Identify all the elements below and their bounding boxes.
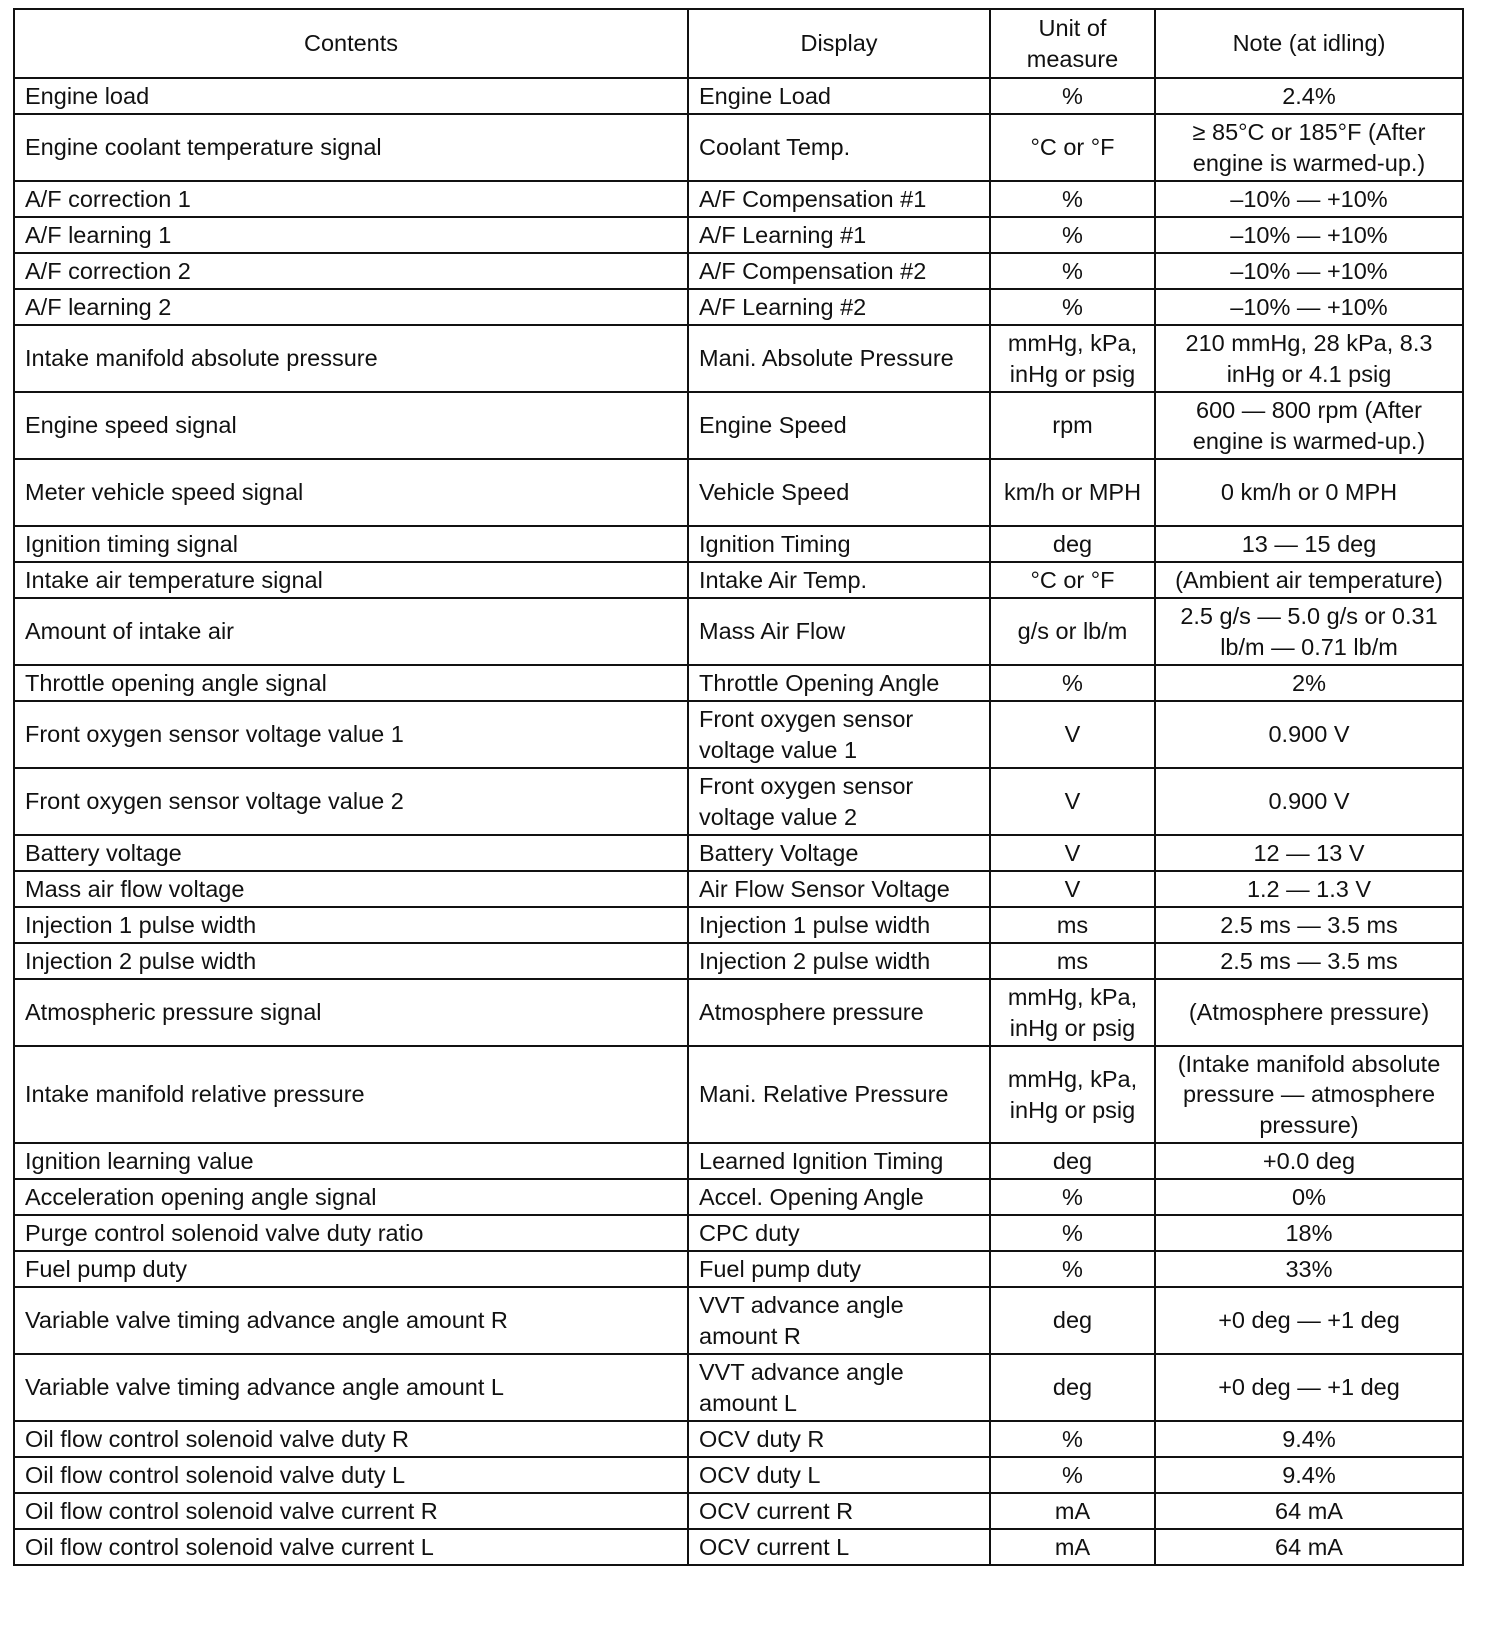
- cell-contents: Engine speed signal: [14, 392, 688, 459]
- header-unit-of-measure: Unit of measure: [990, 9, 1155, 78]
- cell-unit: mA: [990, 1529, 1155, 1565]
- table-row: [14, 289, 1463, 325]
- cell-contents: Intake air temperature signal: [14, 562, 688, 598]
- cell-contents: Oil flow control solenoid valve current R: [14, 1493, 688, 1529]
- cell-display: Learned Ignition Timing: [688, 1143, 990, 1179]
- cell-unit: mA: [990, 1493, 1155, 1529]
- cell-display: A/F Compensation #1: [688, 181, 990, 217]
- cell-contents: Fuel pump duty: [14, 1251, 688, 1287]
- cell-display: Engine Load: [688, 78, 990, 114]
- cell-unit: %: [990, 289, 1155, 325]
- header-contents: Contents: [14, 9, 688, 78]
- cell-unit: V: [990, 768, 1155, 835]
- table-row: [14, 1421, 1463, 1457]
- table-row: [14, 665, 1463, 701]
- table-row: [14, 1457, 1463, 1493]
- table-row: [14, 598, 1463, 665]
- table-header: [14, 9, 1463, 78]
- cell-note: 64 mA: [1155, 1493, 1463, 1529]
- table-row: [14, 979, 1463, 1046]
- cell-note: (Intake manifold absolute pressure — atmosphere pressure): [1155, 1046, 1463, 1143]
- cell-display: CPC duty: [688, 1215, 990, 1251]
- cell-contents: Atmospheric pressure signal: [14, 979, 688, 1046]
- cell-note: 2.5 g/s — 5.0 g/s or 0.31 lb/m — 0.71 lb/m: [1155, 598, 1463, 665]
- cell-contents: Acceleration opening angle signal: [14, 1179, 688, 1215]
- cell-note: 210 mmHg, 28 kPa, 8.3 inHg or 4.1 psig: [1155, 325, 1463, 392]
- cell-unit: deg: [990, 1287, 1155, 1354]
- cell-note: 9.4%: [1155, 1457, 1463, 1493]
- cell-display: A/F Compensation #2: [688, 253, 990, 289]
- table-row: [14, 562, 1463, 598]
- cell-unit: %: [990, 1251, 1155, 1287]
- cell-unit: ms: [990, 907, 1155, 943]
- cell-contents: Variable valve timing advance angle amount L: [14, 1354, 688, 1421]
- cell-contents: Front oxygen sensor voltage value 1: [14, 701, 688, 768]
- cell-display: OCV duty L: [688, 1457, 990, 1493]
- cell-unit: %: [990, 665, 1155, 701]
- table-row: [14, 1046, 1463, 1143]
- table-row: [14, 907, 1463, 943]
- cell-note: 0 km/h or 0 MPH: [1155, 459, 1463, 526]
- cell-contents: Oil flow control solenoid valve duty L: [14, 1457, 688, 1493]
- table-row: [14, 1215, 1463, 1251]
- cell-unit: V: [990, 835, 1155, 871]
- cell-display: Injection 1 pulse width: [688, 907, 990, 943]
- table-row: [14, 1287, 1463, 1354]
- cell-note: ≥ 85°C or 185°F (After engine is warmed-up.): [1155, 114, 1463, 181]
- cell-display: Front oxygen sensor voltage value 2: [688, 768, 990, 835]
- table-row: [14, 78, 1463, 114]
- cell-unit: °C or °F: [990, 562, 1155, 598]
- cell-contents: A/F learning 2: [14, 289, 688, 325]
- cell-note: 600 — 800 rpm (After engine is warmed-up.): [1155, 392, 1463, 459]
- cell-unit: deg: [990, 1143, 1155, 1179]
- table-body: [14, 78, 1463, 1565]
- cell-note: 2.5 ms — 3.5 ms: [1155, 907, 1463, 943]
- cell-contents: Engine coolant temperature signal: [14, 114, 688, 181]
- cell-contents: A/F correction 1: [14, 181, 688, 217]
- cell-note: 0%: [1155, 1179, 1463, 1215]
- cell-contents: Front oxygen sensor voltage value 2: [14, 768, 688, 835]
- cell-display: Air Flow Sensor Voltage: [688, 871, 990, 907]
- cell-display: Mani. Absolute Pressure: [688, 325, 990, 392]
- cell-contents: Variable valve timing advance angle amount R: [14, 1287, 688, 1354]
- header-row: [14, 9, 1463, 78]
- cell-display: Mass Air Flow: [688, 598, 990, 665]
- table-row: [14, 526, 1463, 562]
- cell-note: (Ambient air temperature): [1155, 562, 1463, 598]
- table-row: [14, 943, 1463, 979]
- data-monitor-table: [13, 8, 1464, 1566]
- table-row: [14, 114, 1463, 181]
- cell-note: +0 deg — +1 deg: [1155, 1354, 1463, 1421]
- table-row: [14, 459, 1463, 526]
- cell-unit: V: [990, 871, 1155, 907]
- cell-contents: A/F learning 1: [14, 217, 688, 253]
- cell-note: 1.2 — 1.3 V: [1155, 871, 1463, 907]
- cell-display: OCV duty R: [688, 1421, 990, 1457]
- cell-note: 33%: [1155, 1251, 1463, 1287]
- cell-display: Vehicle Speed: [688, 459, 990, 526]
- cell-unit: mmHg, kPa, inHg or psig: [990, 1046, 1155, 1143]
- cell-unit: deg: [990, 526, 1155, 562]
- cell-display: VVT advance angle amount L: [688, 1354, 990, 1421]
- table-row: [14, 217, 1463, 253]
- cell-note: 13 — 15 deg: [1155, 526, 1463, 562]
- cell-unit: %: [990, 253, 1155, 289]
- cell-contents: Injection 1 pulse width: [14, 907, 688, 943]
- cell-contents: Oil flow control solenoid valve current L: [14, 1529, 688, 1565]
- cell-note: –10% — +10%: [1155, 217, 1463, 253]
- table-row: [14, 1179, 1463, 1215]
- cell-display: Battery Voltage: [688, 835, 990, 871]
- cell-unit: km/h or MPH: [990, 459, 1155, 526]
- cell-display: Front oxygen sensor voltage value 1: [688, 701, 990, 768]
- cell-unit: %: [990, 1215, 1155, 1251]
- cell-display: A/F Learning #1: [688, 217, 990, 253]
- cell-unit: %: [990, 1179, 1155, 1215]
- cell-contents: Meter vehicle speed signal: [14, 459, 688, 526]
- cell-contents: A/F correction 2: [14, 253, 688, 289]
- cell-contents: Engine load: [14, 78, 688, 114]
- cell-display: OCV current R: [688, 1493, 990, 1529]
- cell-contents: Battery voltage: [14, 835, 688, 871]
- cell-unit: g/s or lb/m: [990, 598, 1155, 665]
- cell-note: 0.900 V: [1155, 701, 1463, 768]
- cell-note: 2.4%: [1155, 78, 1463, 114]
- cell-note: 64 mA: [1155, 1529, 1463, 1565]
- cell-note: (Atmosphere pressure): [1155, 979, 1463, 1046]
- cell-note: –10% — +10%: [1155, 253, 1463, 289]
- cell-display: Mani. Relative Pressure: [688, 1046, 990, 1143]
- cell-display: Coolant Temp.: [688, 114, 990, 181]
- cell-note: +0 deg — +1 deg: [1155, 1287, 1463, 1354]
- table-row: [14, 1529, 1463, 1565]
- cell-unit: °C or °F: [990, 114, 1155, 181]
- cell-unit: V: [990, 701, 1155, 768]
- cell-note: –10% — +10%: [1155, 181, 1463, 217]
- table-row: [14, 253, 1463, 289]
- cell-contents: Injection 2 pulse width: [14, 943, 688, 979]
- header-note: Note (at idling): [1155, 9, 1463, 78]
- cell-note: –10% — +10%: [1155, 289, 1463, 325]
- cell-unit: mmHg, kPa, inHg or psig: [990, 979, 1155, 1046]
- table-row: [14, 325, 1463, 392]
- cell-note: 12 — 13 V: [1155, 835, 1463, 871]
- cell-contents: Intake manifold absolute pressure: [14, 325, 688, 392]
- cell-note: 0.900 V: [1155, 768, 1463, 835]
- cell-display: A/F Learning #2: [688, 289, 990, 325]
- cell-unit: rpm: [990, 392, 1155, 459]
- cell-note: 2%: [1155, 665, 1463, 701]
- cell-contents: Amount of intake air: [14, 598, 688, 665]
- table-row: [14, 181, 1463, 217]
- cell-unit: deg: [990, 1354, 1155, 1421]
- cell-display: Ignition Timing: [688, 526, 990, 562]
- cell-note: 18%: [1155, 1215, 1463, 1251]
- cell-unit: %: [990, 1457, 1155, 1493]
- cell-display: Fuel pump duty: [688, 1251, 990, 1287]
- cell-contents: Intake manifold relative pressure: [14, 1046, 688, 1143]
- table-row: [14, 1251, 1463, 1287]
- cell-note: +0.0 deg: [1155, 1143, 1463, 1179]
- cell-display: OCV current L: [688, 1529, 990, 1565]
- cell-unit: %: [990, 78, 1155, 114]
- cell-unit: %: [990, 181, 1155, 217]
- cell-note: 9.4%: [1155, 1421, 1463, 1457]
- cell-unit: %: [990, 217, 1155, 253]
- cell-display: Injection 2 pulse width: [688, 943, 990, 979]
- cell-display: Accel. Opening Angle: [688, 1179, 990, 1215]
- cell-contents: Throttle opening angle signal: [14, 665, 688, 701]
- cell-contents: Ignition learning value: [14, 1143, 688, 1179]
- cell-unit: ms: [990, 943, 1155, 979]
- table-row: [14, 768, 1463, 835]
- cell-unit: %: [990, 1421, 1155, 1457]
- cell-display: Atmosphere pressure: [688, 979, 990, 1046]
- cell-contents: Oil flow control solenoid valve duty R: [14, 1421, 688, 1457]
- table-row: [14, 871, 1463, 907]
- cell-note: 2.5 ms — 3.5 ms: [1155, 943, 1463, 979]
- table-row: [14, 392, 1463, 459]
- table-row: [14, 835, 1463, 871]
- cell-contents: Mass air flow voltage: [14, 871, 688, 907]
- table-row: [14, 1143, 1463, 1179]
- table-row: [14, 1493, 1463, 1529]
- cell-display: Throttle Opening Angle: [688, 665, 990, 701]
- cell-contents: Ignition timing signal: [14, 526, 688, 562]
- cell-display: Engine Speed: [688, 392, 990, 459]
- table-row: [14, 1354, 1463, 1421]
- cell-display: Intake Air Temp.: [688, 562, 990, 598]
- cell-display: VVT advance angle amount R: [688, 1287, 990, 1354]
- header-display: Display: [688, 9, 990, 78]
- table-row: [14, 701, 1463, 768]
- cell-contents: Purge control solenoid valve duty ratio: [14, 1215, 688, 1251]
- cell-unit: mmHg, kPa, inHg or psig: [990, 325, 1155, 392]
